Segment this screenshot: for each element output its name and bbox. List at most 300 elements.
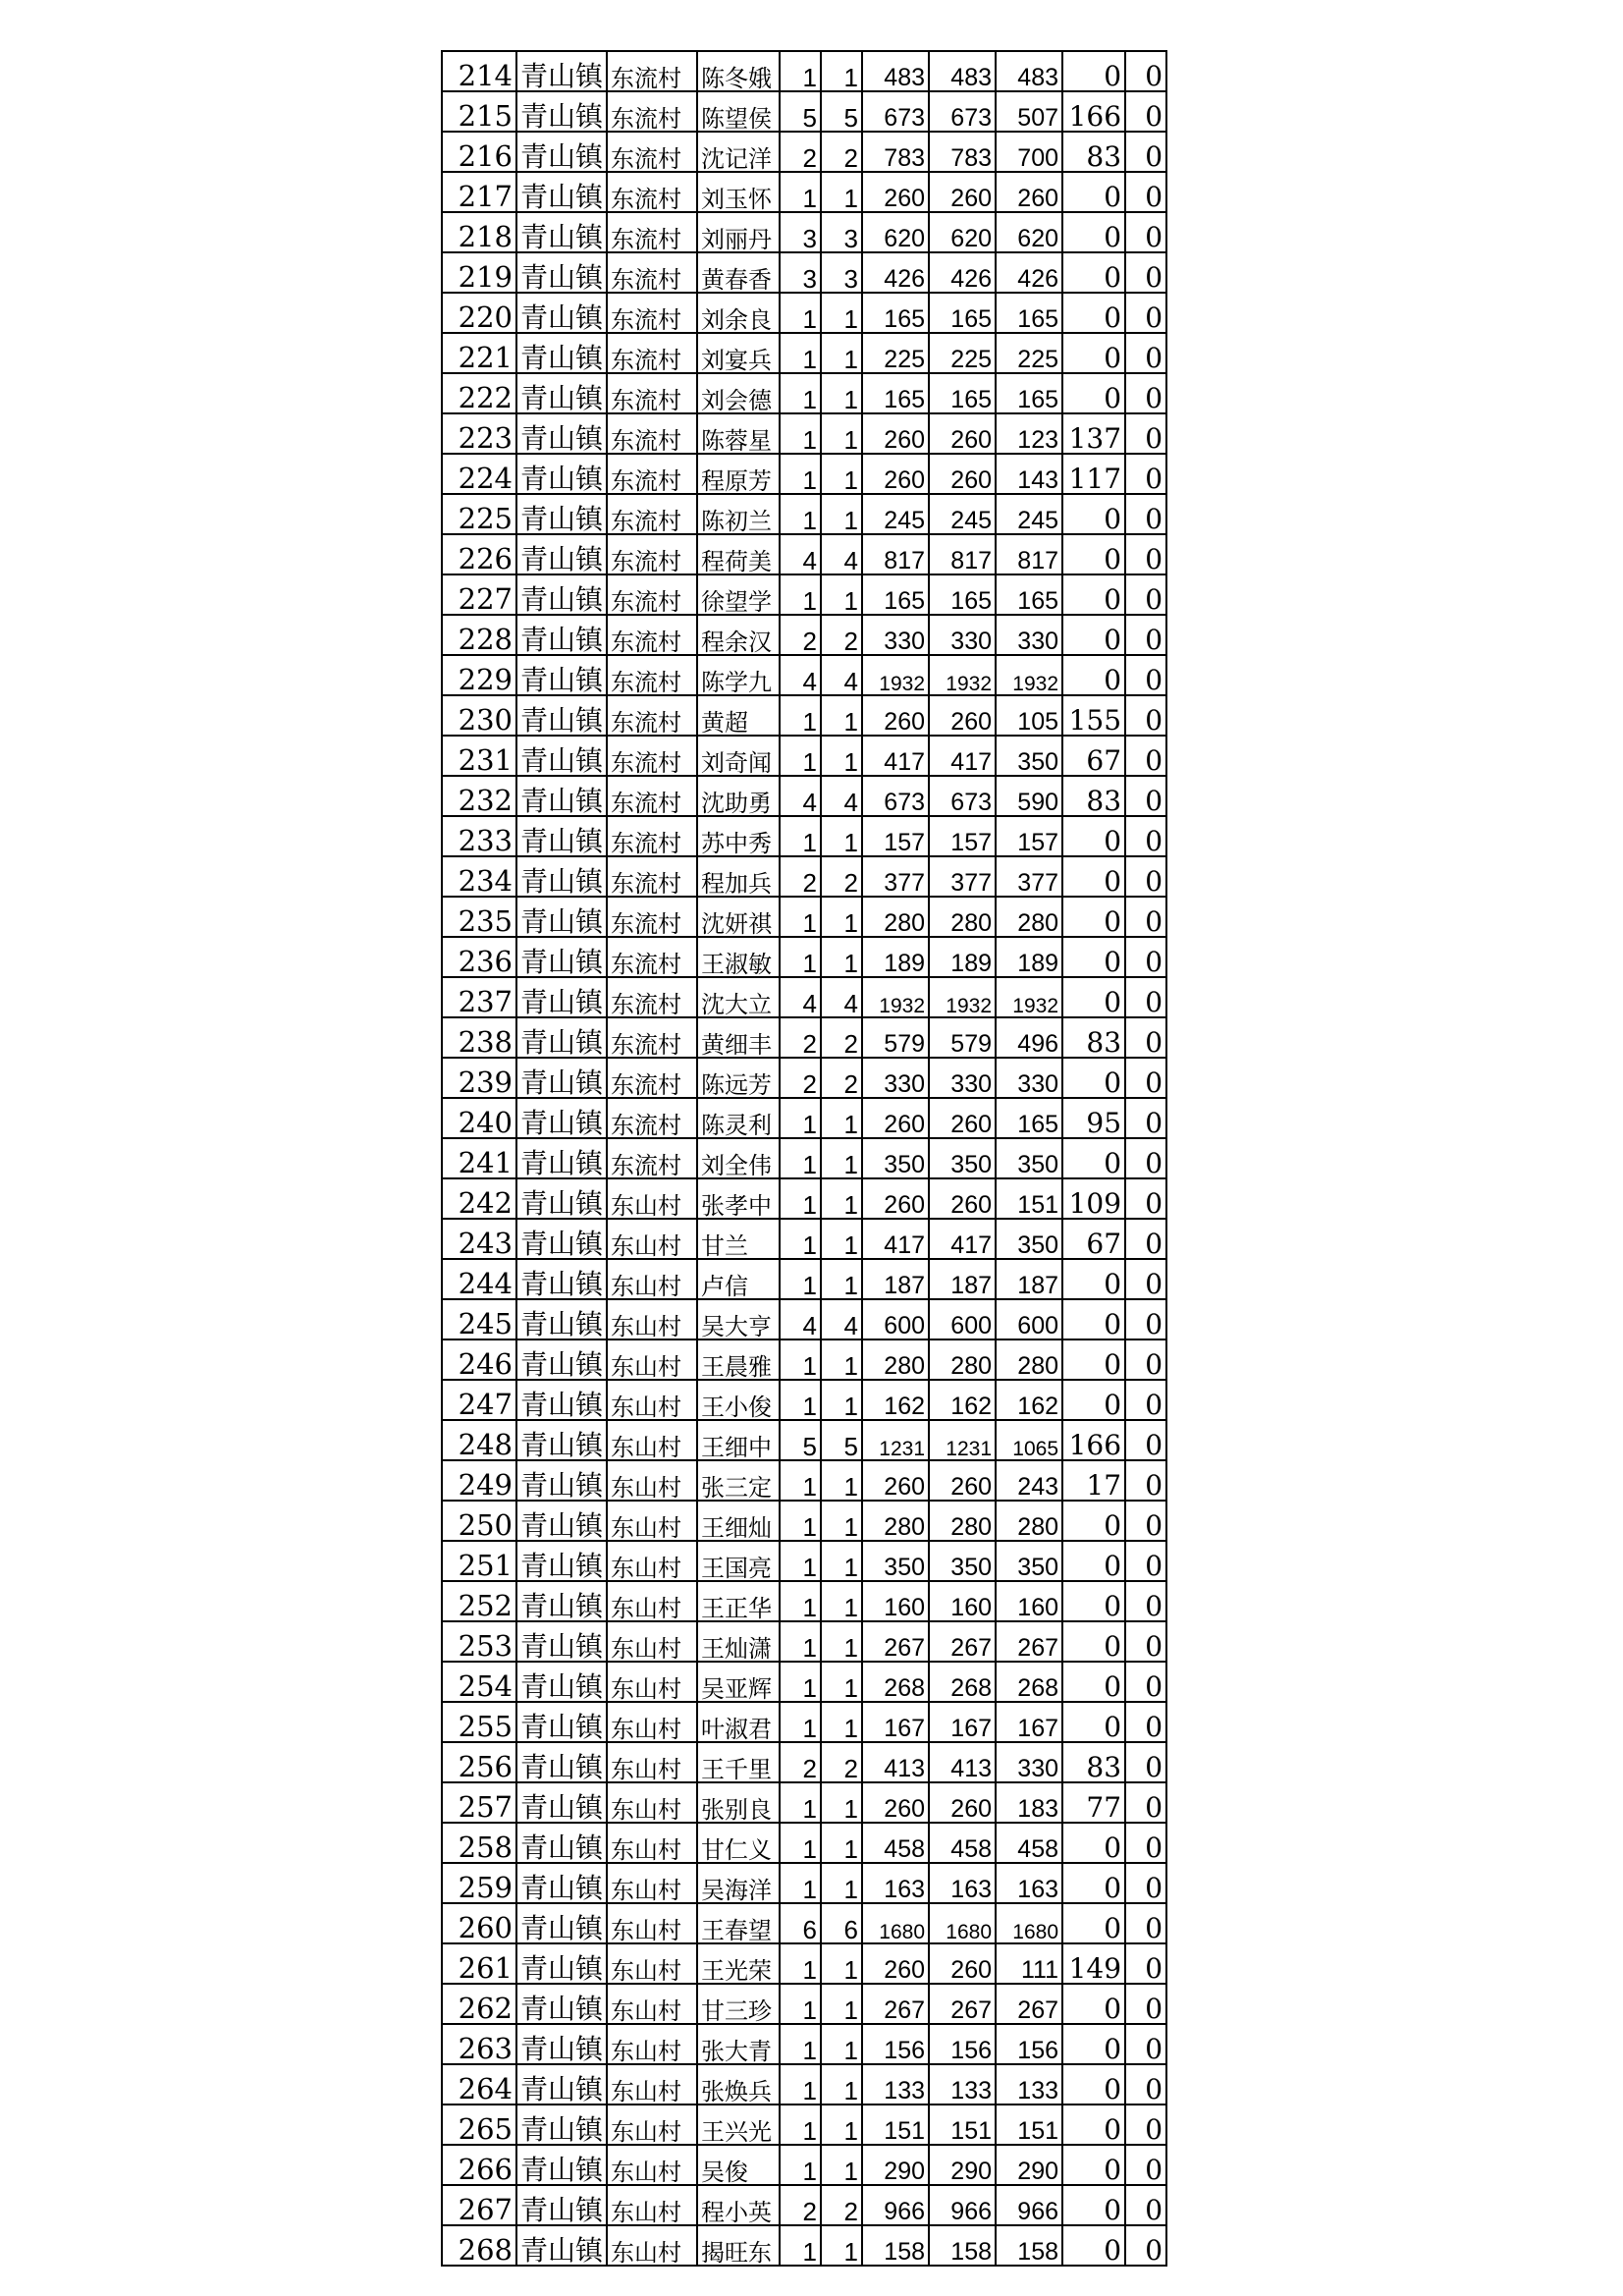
amount-4-cell: 149: [1062, 1943, 1125, 1984]
amount-3-cell: 1065: [996, 1420, 1062, 1460]
amount-5-cell: 0: [1125, 977, 1166, 1017]
table-row: [442, 51, 1166, 91]
count-2-cell: 1: [821, 897, 862, 937]
row-index-cell: 252: [442, 1581, 516, 1621]
count-2-cell: 1: [821, 1702, 862, 1742]
amount-2-cell: 260: [929, 1098, 996, 1138]
table-row: [442, 534, 1166, 574]
amount-4-cell: 83: [1062, 1742, 1125, 1782]
amount-4-cell: 0: [1062, 2185, 1125, 2225]
name-cell: 徐望学: [697, 574, 780, 615]
row-index-cell: 216: [442, 132, 516, 172]
amount-4-cell: 0: [1062, 51, 1125, 91]
amount-5-cell: 0: [1125, 856, 1166, 897]
amount-2-cell: 350: [929, 1541, 996, 1581]
amount-5-cell: 0: [1125, 252, 1166, 293]
village-cell: 东流村: [607, 413, 697, 454]
amount-4-cell: 166: [1062, 91, 1125, 132]
village-cell: 东山村: [607, 1742, 697, 1782]
count-2-cell: 1: [821, 1098, 862, 1138]
row-index-cell: 219: [442, 252, 516, 293]
table-row: [442, 1581, 1166, 1621]
name-cell: 王细灿: [697, 1501, 780, 1541]
amount-5-cell: 0: [1125, 1098, 1166, 1138]
table-row: [442, 977, 1166, 1017]
amount-2-cell: 280: [929, 1501, 996, 1541]
count-2-cell: 1: [821, 1984, 862, 2024]
town-cell: 青山镇: [516, 1662, 607, 1702]
count-1-cell: 1: [780, 897, 821, 937]
table-row: [442, 252, 1166, 293]
table-row: [442, 655, 1166, 695]
amount-4-cell: 0: [1062, 1702, 1125, 1742]
amount-1-cell: 783: [862, 132, 929, 172]
amount-5-cell: 0: [1125, 574, 1166, 615]
village-cell: 东山村: [607, 1702, 697, 1742]
amount-4-cell: 0: [1062, 1823, 1125, 1863]
name-cell: 沈记洋: [697, 132, 780, 172]
count-2-cell: 1: [821, 937, 862, 977]
name-cell: 陈灵利: [697, 1098, 780, 1138]
table-row: [442, 1420, 1166, 1460]
row-index-cell: 228: [442, 615, 516, 655]
count-1-cell: 1: [780, 51, 821, 91]
row-index-cell: 233: [442, 816, 516, 856]
amount-1-cell: 1680: [862, 1903, 929, 1943]
amount-5-cell: 0: [1125, 695, 1166, 736]
table-row: [442, 1943, 1166, 1984]
amount-5-cell: 0: [1125, 736, 1166, 776]
amount-4-cell: 0: [1062, 1299, 1125, 1339]
amount-3-cell: 187: [996, 1259, 1062, 1299]
village-cell: 东流村: [607, 1017, 697, 1058]
row-index-cell: 214: [442, 51, 516, 91]
amount-5-cell: 0: [1125, 1380, 1166, 1420]
row-index-cell: 224: [442, 454, 516, 494]
count-1-cell: 4: [780, 534, 821, 574]
row-index-cell: 222: [442, 373, 516, 413]
row-index-cell: 267: [442, 2185, 516, 2225]
village-cell: 东流村: [607, 293, 697, 333]
amount-5-cell: 0: [1125, 897, 1166, 937]
village-cell: 东流村: [607, 937, 697, 977]
table-row: [442, 91, 1166, 132]
amount-3-cell: 700: [996, 132, 1062, 172]
count-1-cell: 1: [780, 1943, 821, 1984]
amount-5-cell: 0: [1125, 2064, 1166, 2105]
count-1-cell: 1: [780, 373, 821, 413]
amount-4-cell: 0: [1062, 1058, 1125, 1098]
table-row: [442, 1058, 1166, 1098]
amount-3-cell: 267: [996, 1621, 1062, 1662]
name-cell: 张别良: [697, 1782, 780, 1823]
amount-1-cell: 280: [862, 1339, 929, 1380]
table-row: [442, 494, 1166, 534]
amount-4-cell: 0: [1062, 574, 1125, 615]
amount-1-cell: 260: [862, 1943, 929, 1984]
table-row: [442, 1823, 1166, 1863]
count-2-cell: 2: [821, 1742, 862, 1782]
table-row: [442, 1702, 1166, 1742]
count-2-cell: 1: [821, 333, 862, 373]
amount-3-cell: 350: [996, 1541, 1062, 1581]
town-cell: 青山镇: [516, 1984, 607, 2024]
name-cell: 王国亮: [697, 1541, 780, 1581]
amount-1-cell: 290: [862, 2145, 929, 2185]
village-cell: 东流村: [607, 655, 697, 695]
amount-1-cell: 417: [862, 1219, 929, 1259]
name-cell: 甘三珍: [697, 1984, 780, 2024]
count-2-cell: 2: [821, 615, 862, 655]
village-cell: 东山村: [607, 1420, 697, 1460]
village-cell: 东山村: [607, 2024, 697, 2064]
amount-2-cell: 1932: [929, 977, 996, 1017]
count-2-cell: 1: [821, 1541, 862, 1581]
table-row: [442, 2064, 1166, 2105]
table-row: [442, 1219, 1166, 1259]
village-cell: 东山村: [607, 1984, 697, 2024]
amount-1-cell: 1932: [862, 977, 929, 1017]
count-1-cell: 1: [780, 172, 821, 212]
count-1-cell: 1: [780, 1984, 821, 2024]
town-cell: 青山镇: [516, 1943, 607, 1984]
row-index-cell: 232: [442, 776, 516, 816]
amount-1-cell: 165: [862, 293, 929, 333]
amount-5-cell: 0: [1125, 373, 1166, 413]
table-row: [442, 1621, 1166, 1662]
amount-2-cell: 260: [929, 1782, 996, 1823]
amount-2-cell: 673: [929, 91, 996, 132]
amount-3-cell: 330: [996, 1742, 1062, 1782]
amount-1-cell: 817: [862, 534, 929, 574]
town-cell: 青山镇: [516, 1460, 607, 1501]
amount-3-cell: 111: [996, 1943, 1062, 1984]
amount-2-cell: 151: [929, 2105, 996, 2145]
village-cell: 东流村: [607, 212, 697, 252]
amount-3-cell: 507: [996, 91, 1062, 132]
count-1-cell: 1: [780, 1823, 821, 1863]
amount-4-cell: 0: [1062, 856, 1125, 897]
amount-2-cell: 133: [929, 2064, 996, 2105]
name-cell: 张三定: [697, 1460, 780, 1501]
amount-4-cell: 0: [1062, 494, 1125, 534]
count-2-cell: 1: [821, 1782, 862, 1823]
amount-4-cell: 0: [1062, 1380, 1125, 1420]
row-index-cell: 237: [442, 977, 516, 1017]
amount-1-cell: 260: [862, 1460, 929, 1501]
row-index-cell: 234: [442, 856, 516, 897]
amount-5-cell: 0: [1125, 51, 1166, 91]
village-cell: 东流村: [607, 736, 697, 776]
table-row: [442, 897, 1166, 937]
amount-1-cell: 426: [862, 252, 929, 293]
count-2-cell: 4: [821, 1299, 862, 1339]
village-cell: 东流村: [607, 91, 697, 132]
name-cell: 揭旺东: [697, 2225, 780, 2266]
name-cell: 甘仁义: [697, 1823, 780, 1863]
count-1-cell: 1: [780, 1098, 821, 1138]
amount-4-cell: 95: [1062, 1098, 1125, 1138]
amount-3-cell: 245: [996, 494, 1062, 534]
village-cell: 东山村: [607, 1178, 697, 1219]
amount-3-cell: 243: [996, 1460, 1062, 1501]
amount-3-cell: 817: [996, 534, 1062, 574]
amount-1-cell: 157: [862, 816, 929, 856]
amount-2-cell: 165: [929, 373, 996, 413]
name-cell: 程原芳: [697, 454, 780, 494]
amount-2-cell: 187: [929, 1259, 996, 1299]
amount-5-cell: 0: [1125, 1339, 1166, 1380]
name-cell: 陈远芳: [697, 1058, 780, 1098]
row-index-cell: 227: [442, 574, 516, 615]
amount-2-cell: 260: [929, 413, 996, 454]
amount-3-cell: 160: [996, 1581, 1062, 1621]
row-index-cell: 225: [442, 494, 516, 534]
count-2-cell: 1: [821, 1219, 862, 1259]
amount-4-cell: 137: [1062, 413, 1125, 454]
village-cell: 东流村: [607, 333, 697, 373]
table-row: [442, 937, 1166, 977]
village-cell: 东流村: [607, 1138, 697, 1178]
town-cell: 青山镇: [516, 1299, 607, 1339]
amount-3-cell: 167: [996, 1702, 1062, 1742]
amount-5-cell: 0: [1125, 1420, 1166, 1460]
row-index-cell: 266: [442, 2145, 516, 2185]
town-cell: 青山镇: [516, 293, 607, 333]
amount-2-cell: 280: [929, 1339, 996, 1380]
count-1-cell: 1: [780, 1863, 821, 1903]
town-cell: 青山镇: [516, 212, 607, 252]
village-cell: 东山村: [607, 1621, 697, 1662]
amount-3-cell: 600: [996, 1299, 1062, 1339]
amount-2-cell: 417: [929, 736, 996, 776]
row-index-cell: 249: [442, 1460, 516, 1501]
village-cell: 东流村: [607, 1058, 697, 1098]
amount-1-cell: 1932: [862, 655, 929, 695]
town-cell: 青山镇: [516, 897, 607, 937]
row-index-cell: 245: [442, 1299, 516, 1339]
name-cell: 刘全伟: [697, 1138, 780, 1178]
table-row: [442, 2225, 1166, 2266]
count-1-cell: 4: [780, 1299, 821, 1339]
amount-4-cell: 0: [1062, 1621, 1125, 1662]
row-index-cell: 257: [442, 1782, 516, 1823]
table-row: [442, 373, 1166, 413]
count-1-cell: 1: [780, 1702, 821, 1742]
amount-1-cell: 350: [862, 1541, 929, 1581]
count-2-cell: 1: [821, 293, 862, 333]
row-index-cell: 259: [442, 1863, 516, 1903]
count-1-cell: 1: [780, 413, 821, 454]
amount-5-cell: 0: [1125, 1460, 1166, 1501]
village-cell: 东流村: [607, 977, 697, 1017]
amount-3-cell: 163: [996, 1863, 1062, 1903]
name-cell: 王春望: [697, 1903, 780, 1943]
amount-2-cell: 1932: [929, 655, 996, 695]
count-1-cell: 2: [780, 615, 821, 655]
count-1-cell: 2: [780, 1058, 821, 1098]
amount-2-cell: 163: [929, 1863, 996, 1903]
amount-5-cell: 0: [1125, 1299, 1166, 1339]
amount-2-cell: 260: [929, 172, 996, 212]
row-index-cell: 238: [442, 1017, 516, 1058]
town-cell: 青山镇: [516, 2185, 607, 2225]
count-1-cell: 1: [780, 1380, 821, 1420]
amount-3-cell: 290: [996, 2145, 1062, 2185]
town-cell: 青山镇: [516, 1339, 607, 1380]
amount-5-cell: 0: [1125, 454, 1166, 494]
row-index-cell: 247: [442, 1380, 516, 1420]
name-cell: 王小俊: [697, 1380, 780, 1420]
village-cell: 东流村: [607, 776, 697, 816]
amount-4-cell: 166: [1062, 1420, 1125, 1460]
town-cell: 青山镇: [516, 1501, 607, 1541]
amount-1-cell: 417: [862, 736, 929, 776]
amount-3-cell: 165: [996, 1098, 1062, 1138]
amount-1-cell: 165: [862, 574, 929, 615]
count-1-cell: 1: [780, 695, 821, 736]
count-1-cell: 1: [780, 1259, 821, 1299]
amount-2-cell: 167: [929, 1702, 996, 1742]
town-cell: 青山镇: [516, 655, 607, 695]
amount-5-cell: 0: [1125, 413, 1166, 454]
name-cell: 吴大亨: [697, 1299, 780, 1339]
town-cell: 青山镇: [516, 1178, 607, 1219]
amount-2-cell: 966: [929, 2185, 996, 2225]
amount-5-cell: 0: [1125, 1138, 1166, 1178]
table-row: [442, 1984, 1166, 2024]
town-cell: 青山镇: [516, 1541, 607, 1581]
town-cell: 青山镇: [516, 2145, 607, 2185]
amount-5-cell: 0: [1125, 1501, 1166, 1541]
count-2-cell: 1: [821, 2145, 862, 2185]
amount-1-cell: 189: [862, 937, 929, 977]
amount-1-cell: 483: [862, 51, 929, 91]
row-index-cell: 262: [442, 1984, 516, 2024]
town-cell: 青山镇: [516, 574, 607, 615]
row-index-cell: 251: [442, 1541, 516, 1581]
amount-1-cell: 133: [862, 2064, 929, 2105]
name-cell: 沈大立: [697, 977, 780, 1017]
count-2-cell: 1: [821, 1823, 862, 1863]
amount-2-cell: 620: [929, 212, 996, 252]
amount-5-cell: 0: [1125, 333, 1166, 373]
town-cell: 青山镇: [516, 1581, 607, 1621]
amount-5-cell: 0: [1125, 1702, 1166, 1742]
count-1-cell: 2: [780, 2185, 821, 2225]
count-1-cell: 1: [780, 1581, 821, 1621]
amount-5-cell: 0: [1125, 1823, 1166, 1863]
amount-5-cell: 0: [1125, 1984, 1166, 2024]
row-index-cell: 239: [442, 1058, 516, 1098]
town-cell: 青山镇: [516, 736, 607, 776]
amount-3-cell: 280: [996, 897, 1062, 937]
amount-3-cell: 268: [996, 1662, 1062, 1702]
count-1-cell: 3: [780, 212, 821, 252]
amount-2-cell: 458: [929, 1823, 996, 1863]
town-cell: 青山镇: [516, 856, 607, 897]
table-row: [442, 1460, 1166, 1501]
count-2-cell: 1: [821, 2064, 862, 2105]
row-index-cell: 264: [442, 2064, 516, 2105]
amount-3-cell: 189: [996, 937, 1062, 977]
amount-2-cell: 267: [929, 1984, 996, 2024]
table-row: [442, 574, 1166, 615]
amount-3-cell: 496: [996, 1017, 1062, 1058]
amount-4-cell: 83: [1062, 1017, 1125, 1058]
town-cell: 青山镇: [516, 2024, 607, 2064]
town-cell: 青山镇: [516, 816, 607, 856]
amount-4-cell: 0: [1062, 2105, 1125, 2145]
count-2-cell: 1: [821, 1138, 862, 1178]
town-cell: 青山镇: [516, 333, 607, 373]
amount-5-cell: 0: [1125, 1903, 1166, 1943]
amount-1-cell: 268: [862, 1662, 929, 1702]
amount-5-cell: 0: [1125, 534, 1166, 574]
row-index-cell: 261: [442, 1943, 516, 1984]
count-2-cell: 2: [821, 856, 862, 897]
amount-4-cell: 0: [1062, 333, 1125, 373]
row-index-cell: 254: [442, 1662, 516, 1702]
name-cell: 王正华: [697, 1581, 780, 1621]
amount-3-cell: 165: [996, 293, 1062, 333]
table-row: [442, 293, 1166, 333]
amount-1-cell: 600: [862, 1299, 929, 1339]
amount-1-cell: 377: [862, 856, 929, 897]
name-cell: 沈妍祺: [697, 897, 780, 937]
count-1-cell: 1: [780, 736, 821, 776]
count-1-cell: 1: [780, 2225, 821, 2266]
amount-4-cell: 155: [1062, 695, 1125, 736]
amount-3-cell: 151: [996, 2105, 1062, 2145]
amount-1-cell: 165: [862, 373, 929, 413]
town-cell: 青山镇: [516, 1420, 607, 1460]
row-index-cell: 258: [442, 1823, 516, 1863]
village-cell: 东流村: [607, 252, 697, 293]
amount-3-cell: 151: [996, 1178, 1062, 1219]
table-row: [442, 1903, 1166, 1943]
name-cell: 王灿潇: [697, 1621, 780, 1662]
count-2-cell: 1: [821, 172, 862, 212]
count-2-cell: 1: [821, 1380, 862, 1420]
amount-4-cell: 83: [1062, 132, 1125, 172]
village-cell: 东流村: [607, 494, 697, 534]
amount-2-cell: 1231: [929, 1420, 996, 1460]
village-cell: 东山村: [607, 2105, 697, 2145]
name-cell: 吴俊: [697, 2145, 780, 2185]
amount-3-cell: 280: [996, 1501, 1062, 1541]
amount-5-cell: 0: [1125, 1662, 1166, 1702]
amount-2-cell: 260: [929, 454, 996, 494]
amount-4-cell: 67: [1062, 1219, 1125, 1259]
table-row: [442, 2185, 1166, 2225]
count-1-cell: 1: [780, 937, 821, 977]
amount-4-cell: 17: [1062, 1460, 1125, 1501]
count-2-cell: 1: [821, 413, 862, 454]
amount-2-cell: 268: [929, 1662, 996, 1702]
table-row: [442, 2105, 1166, 2145]
count-1-cell: 1: [780, 1662, 821, 1702]
amount-2-cell: 330: [929, 1058, 996, 1098]
amount-3-cell: 156: [996, 2024, 1062, 2064]
row-index-cell: 230: [442, 695, 516, 736]
amount-2-cell: 377: [929, 856, 996, 897]
name-cell: 王细中: [697, 1420, 780, 1460]
table-row: [442, 816, 1166, 856]
amount-3-cell: 143: [996, 454, 1062, 494]
amount-4-cell: 0: [1062, 1662, 1125, 1702]
amount-3-cell: 1932: [996, 977, 1062, 1017]
